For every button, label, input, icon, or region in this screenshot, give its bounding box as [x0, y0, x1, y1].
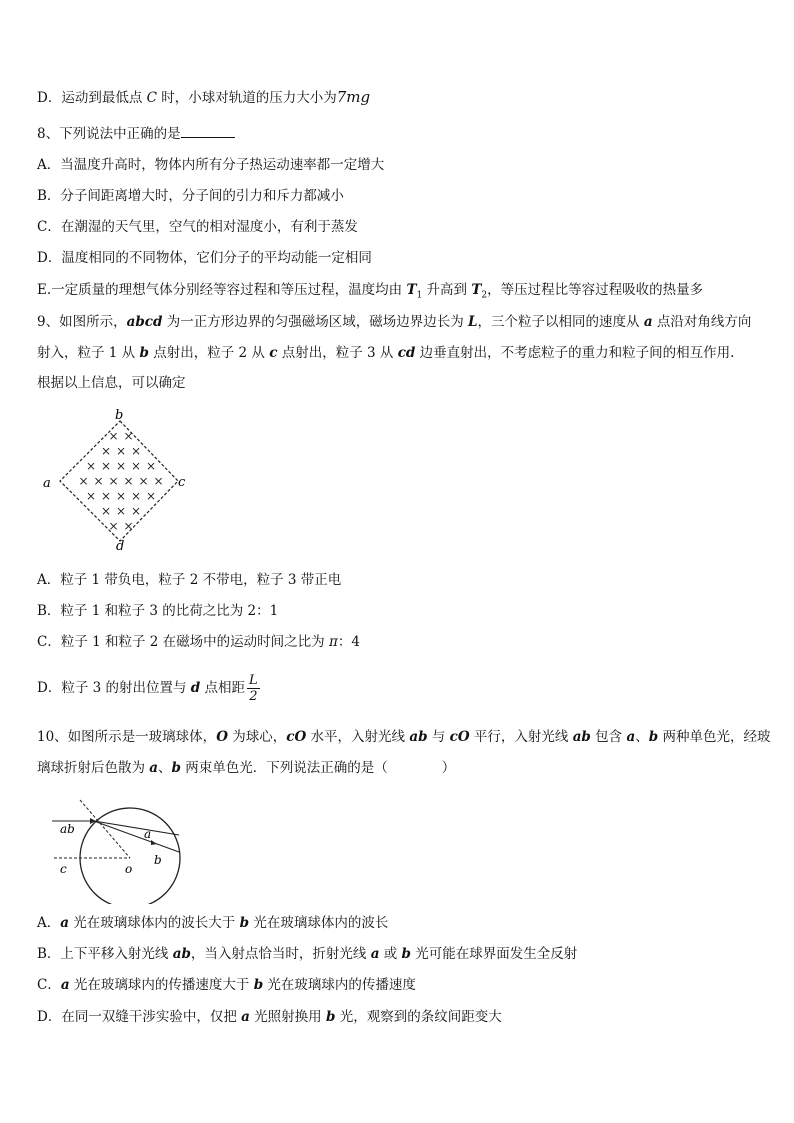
label-o: o — [125, 862, 133, 876]
q10-var: a — [149, 760, 159, 776]
vertex-label-d: d — [116, 539, 125, 554]
field-cross-icon: × — [123, 429, 134, 443]
q8-stem-text: 8、下列说法中正确的是 — [37, 126, 181, 142]
label-b: b — [154, 853, 162, 867]
label-c: c — [60, 862, 67, 876]
q10-glass-sphere-figure — [50, 792, 190, 904]
q10-text: 、 — [158, 760, 172, 776]
q9-option-d — [37, 673, 260, 704]
field-cross-icon: × — [101, 504, 112, 518]
q9-text: 为一正方形边界的匀强磁场区域，磁场边界边长为 — [162, 314, 469, 330]
q9-optd-var-d: d — [190, 680, 201, 696]
q10-opt-text: B．上下平移入射光线 — [37, 946, 173, 962]
q10-opt-text: 光在玻璃球内的传播速度 — [263, 977, 416, 993]
q9-stem-line1 — [37, 313, 751, 331]
q8-opte-text: E.一定质量的理想气体分别经等容过程和等压过程，温度均由 — [37, 282, 407, 298]
q10-opt-text: 光在玻璃球体内的波长 — [249, 915, 389, 931]
q10-var: a — [626, 729, 636, 745]
q9-stem-line3: 根据以上信息，可以确定 — [37, 375, 186, 391]
q10-var: ab — [572, 729, 591, 745]
q10-opt-var: a — [370, 946, 380, 962]
q10-opt-var: b — [401, 946, 411, 962]
q9-option-b: B．粒子 1 和粒子 3 的比荷之比为 2：1 — [37, 603, 279, 619]
q10-stem-line1 — [37, 728, 770, 746]
q8-option-c: C．在潮湿的天气里，空气的相对湿度小，有利于蒸发 — [37, 219, 358, 235]
q10-option-d — [37, 1008, 502, 1026]
answer-blank — [181, 125, 235, 138]
field-cross-icon: × — [116, 459, 127, 473]
field-cross-icon: × — [101, 459, 112, 473]
q9-text: 边垂直射出，不考虑粒子的重力和粒子间的相互作用. — [415, 345, 735, 361]
q10-opt-var: b — [325, 1009, 336, 1025]
q10-var: cO — [286, 729, 307, 745]
q7-optd-var: C — [146, 90, 157, 106]
q9-magnetic-field-figure — [38, 405, 198, 555]
q7-optd-text: D．运动到最低点 — [37, 90, 147, 106]
q10-opt-text: D．在同一双缝干涉实验中，仅把 — [37, 1009, 242, 1025]
q10-var: b — [648, 729, 659, 745]
q10-opt-var: a — [60, 915, 69, 931]
q10-opt-text: 光，观察到的条纹间距变大 — [335, 1009, 502, 1025]
q10-text: 与 — [427, 729, 450, 745]
vertex-label-b: b — [115, 408, 124, 423]
field-cross-icon: × — [123, 474, 134, 488]
field-cross-icon: × — [116, 444, 127, 458]
q8-opte-t1: T — [406, 282, 417, 298]
q10-text: 10、如图所示是一玻璃球体， — [37, 729, 217, 745]
q9-optc-text2: ：4 — [337, 634, 360, 650]
q10-text: 为球心， — [227, 729, 287, 745]
q8-opte-t1-sub: 1 — [416, 290, 423, 301]
q9-text: ，三个粒子以相同的速度从 — [477, 314, 644, 330]
field-cross-icon: × — [78, 474, 89, 488]
field-cross-icon: × — [146, 489, 157, 503]
q10-opt-var: b — [253, 977, 264, 993]
q8-option-e — [37, 281, 703, 305]
field-cross-icon: × — [131, 459, 142, 473]
q10-var: cO — [449, 729, 470, 745]
field-cross-icon: × — [123, 519, 134, 533]
q8-opte-text2: 升高到 — [422, 282, 472, 298]
q9-text: 点射出，粒子 2 从 — [148, 345, 270, 361]
refracted-ray-b — [94, 821, 179, 852]
field-cross-icon: × — [138, 474, 149, 488]
q9-var-a: a — [643, 314, 653, 330]
field-cross-icon: × — [146, 459, 157, 473]
q10-option-a — [37, 914, 388, 932]
q10-opt-text: ，当入射点恰当时，折射光线 — [190, 946, 371, 962]
q10-opt-text: C． — [37, 977, 61, 993]
field-cross-icon: × — [86, 489, 97, 503]
q9-text: 点沿对角线方向 — [652, 314, 752, 330]
q10-text: 璃球折射后色散为 — [37, 760, 150, 776]
fraction-denominator: 2 — [247, 688, 260, 704]
field-cross-icon: × — [131, 489, 142, 503]
q10-opt-var: ab — [172, 946, 191, 962]
field-cross-icon: × — [108, 429, 119, 443]
q8-opte-text3: ，等压过程比等容过程吸收的热量多 — [487, 282, 704, 298]
field-cross-icon: × — [101, 489, 112, 503]
field-cross-icon: × — [116, 504, 127, 518]
q9-text: 射入，粒子 1 从 — [37, 345, 140, 361]
q10-text: 平行，入射光线 — [469, 729, 573, 745]
field-cross-icon: × — [93, 474, 104, 488]
q10-option-c — [37, 976, 416, 994]
ray-b-arrow-icon — [151, 840, 157, 845]
field-cross-icon: × — [116, 489, 127, 503]
q10-opt-text: 光在玻璃球体内的波长大于 — [69, 915, 240, 931]
q8-opte-t2: T — [471, 282, 482, 298]
q10-text: 两种单色光，经玻 — [658, 729, 771, 745]
q9-optd-text: D．粒子 3 的射出位置与 — [37, 680, 191, 696]
field-cross-icon: × — [86, 459, 97, 473]
q10-option-b — [37, 945, 577, 963]
q9-var-abcd: abcd — [126, 314, 163, 330]
q10-var: ab — [409, 729, 428, 745]
q10-opt-var: a — [60, 977, 70, 993]
field-cross-icon: × — [153, 474, 164, 488]
q8-stem — [37, 125, 235, 143]
q10-opt-text: 光在玻璃球内的传播速度大于 — [69, 977, 254, 993]
q9-option-a: A．粒子 1 带负电，粒子 2 不带电，粒子 3 带正电 — [37, 572, 342, 588]
fraction-numerator: L — [249, 673, 258, 688]
field-cross-icon: × — [108, 519, 119, 533]
q10-var: b — [171, 760, 181, 776]
q9-var-b: b — [139, 345, 149, 361]
q9-var-l: L — [468, 314, 478, 330]
label-ab: ab — [60, 822, 75, 836]
vertex-label-c: c — [178, 475, 186, 490]
q9-option-c — [37, 633, 360, 651]
q9-var-c: c — [269, 345, 278, 361]
fraction-l-over-2 — [247, 673, 260, 704]
q8-opte-t2-sub: 2 — [481, 290, 488, 301]
q10-stem-line2 — [37, 759, 455, 777]
q7-option-d — [37, 88, 370, 107]
field-cross-icon: × — [131, 444, 142, 458]
label-a: a — [144, 827, 152, 841]
q8-option-b: B．分子间距离增大时，分子间的引力和斥力都减小 — [37, 188, 344, 204]
magnetic-field-crosses — [79, 429, 164, 533]
q10-text: 水平，入射光线 — [306, 729, 410, 745]
field-cross-icon: × — [108, 474, 119, 488]
q8-option-a: A．当温度升高时，物体内所有分子热运动速率都一定增大 — [37, 157, 385, 173]
q9-text: 9、如图所示， — [37, 314, 127, 330]
q10-opt-var: a — [241, 1009, 250, 1025]
q10-text: 、 — [635, 729, 649, 745]
field-cross-icon: × — [131, 504, 142, 518]
q10-opt-text: 或 — [379, 946, 402, 962]
q10-opt-text: 光照射换用 — [249, 1009, 326, 1025]
q9-optc-text: C．粒子 1 和粒子 2 在磁场中的运动时间之比为 — [37, 634, 329, 650]
q10-opt-text: 光可能在球界面发生全反射 — [411, 946, 578, 962]
q10-opt-var: b — [239, 915, 250, 931]
q7-optd-value: 7mg — [336, 88, 371, 106]
q10-text: 两束单色光．下列说法正确的是（ ） — [181, 760, 456, 776]
field-cross-icon: × — [101, 444, 112, 458]
q9-optc-pi: π — [328, 634, 338, 650]
q9-optd-text2: 点相距 — [200, 680, 246, 696]
q7-optd-text2: 时，小球对轨道的压力大小为 — [156, 90, 337, 106]
glass-sphere — [80, 808, 180, 904]
q9-stem-line2 — [37, 344, 734, 362]
q10-text: 包含 — [590, 729, 627, 745]
q10-opt-text: A． — [37, 915, 61, 931]
q8-option-d: D．温度相同的不同物体，它们分子的平均动能一定相同 — [37, 250, 372, 266]
vertex-label-a: a — [43, 476, 51, 491]
q9-var-cd: cd — [397, 345, 416, 361]
q10-var: O — [216, 729, 228, 745]
q9-text: 点射出，粒子 3 从 — [277, 345, 398, 361]
